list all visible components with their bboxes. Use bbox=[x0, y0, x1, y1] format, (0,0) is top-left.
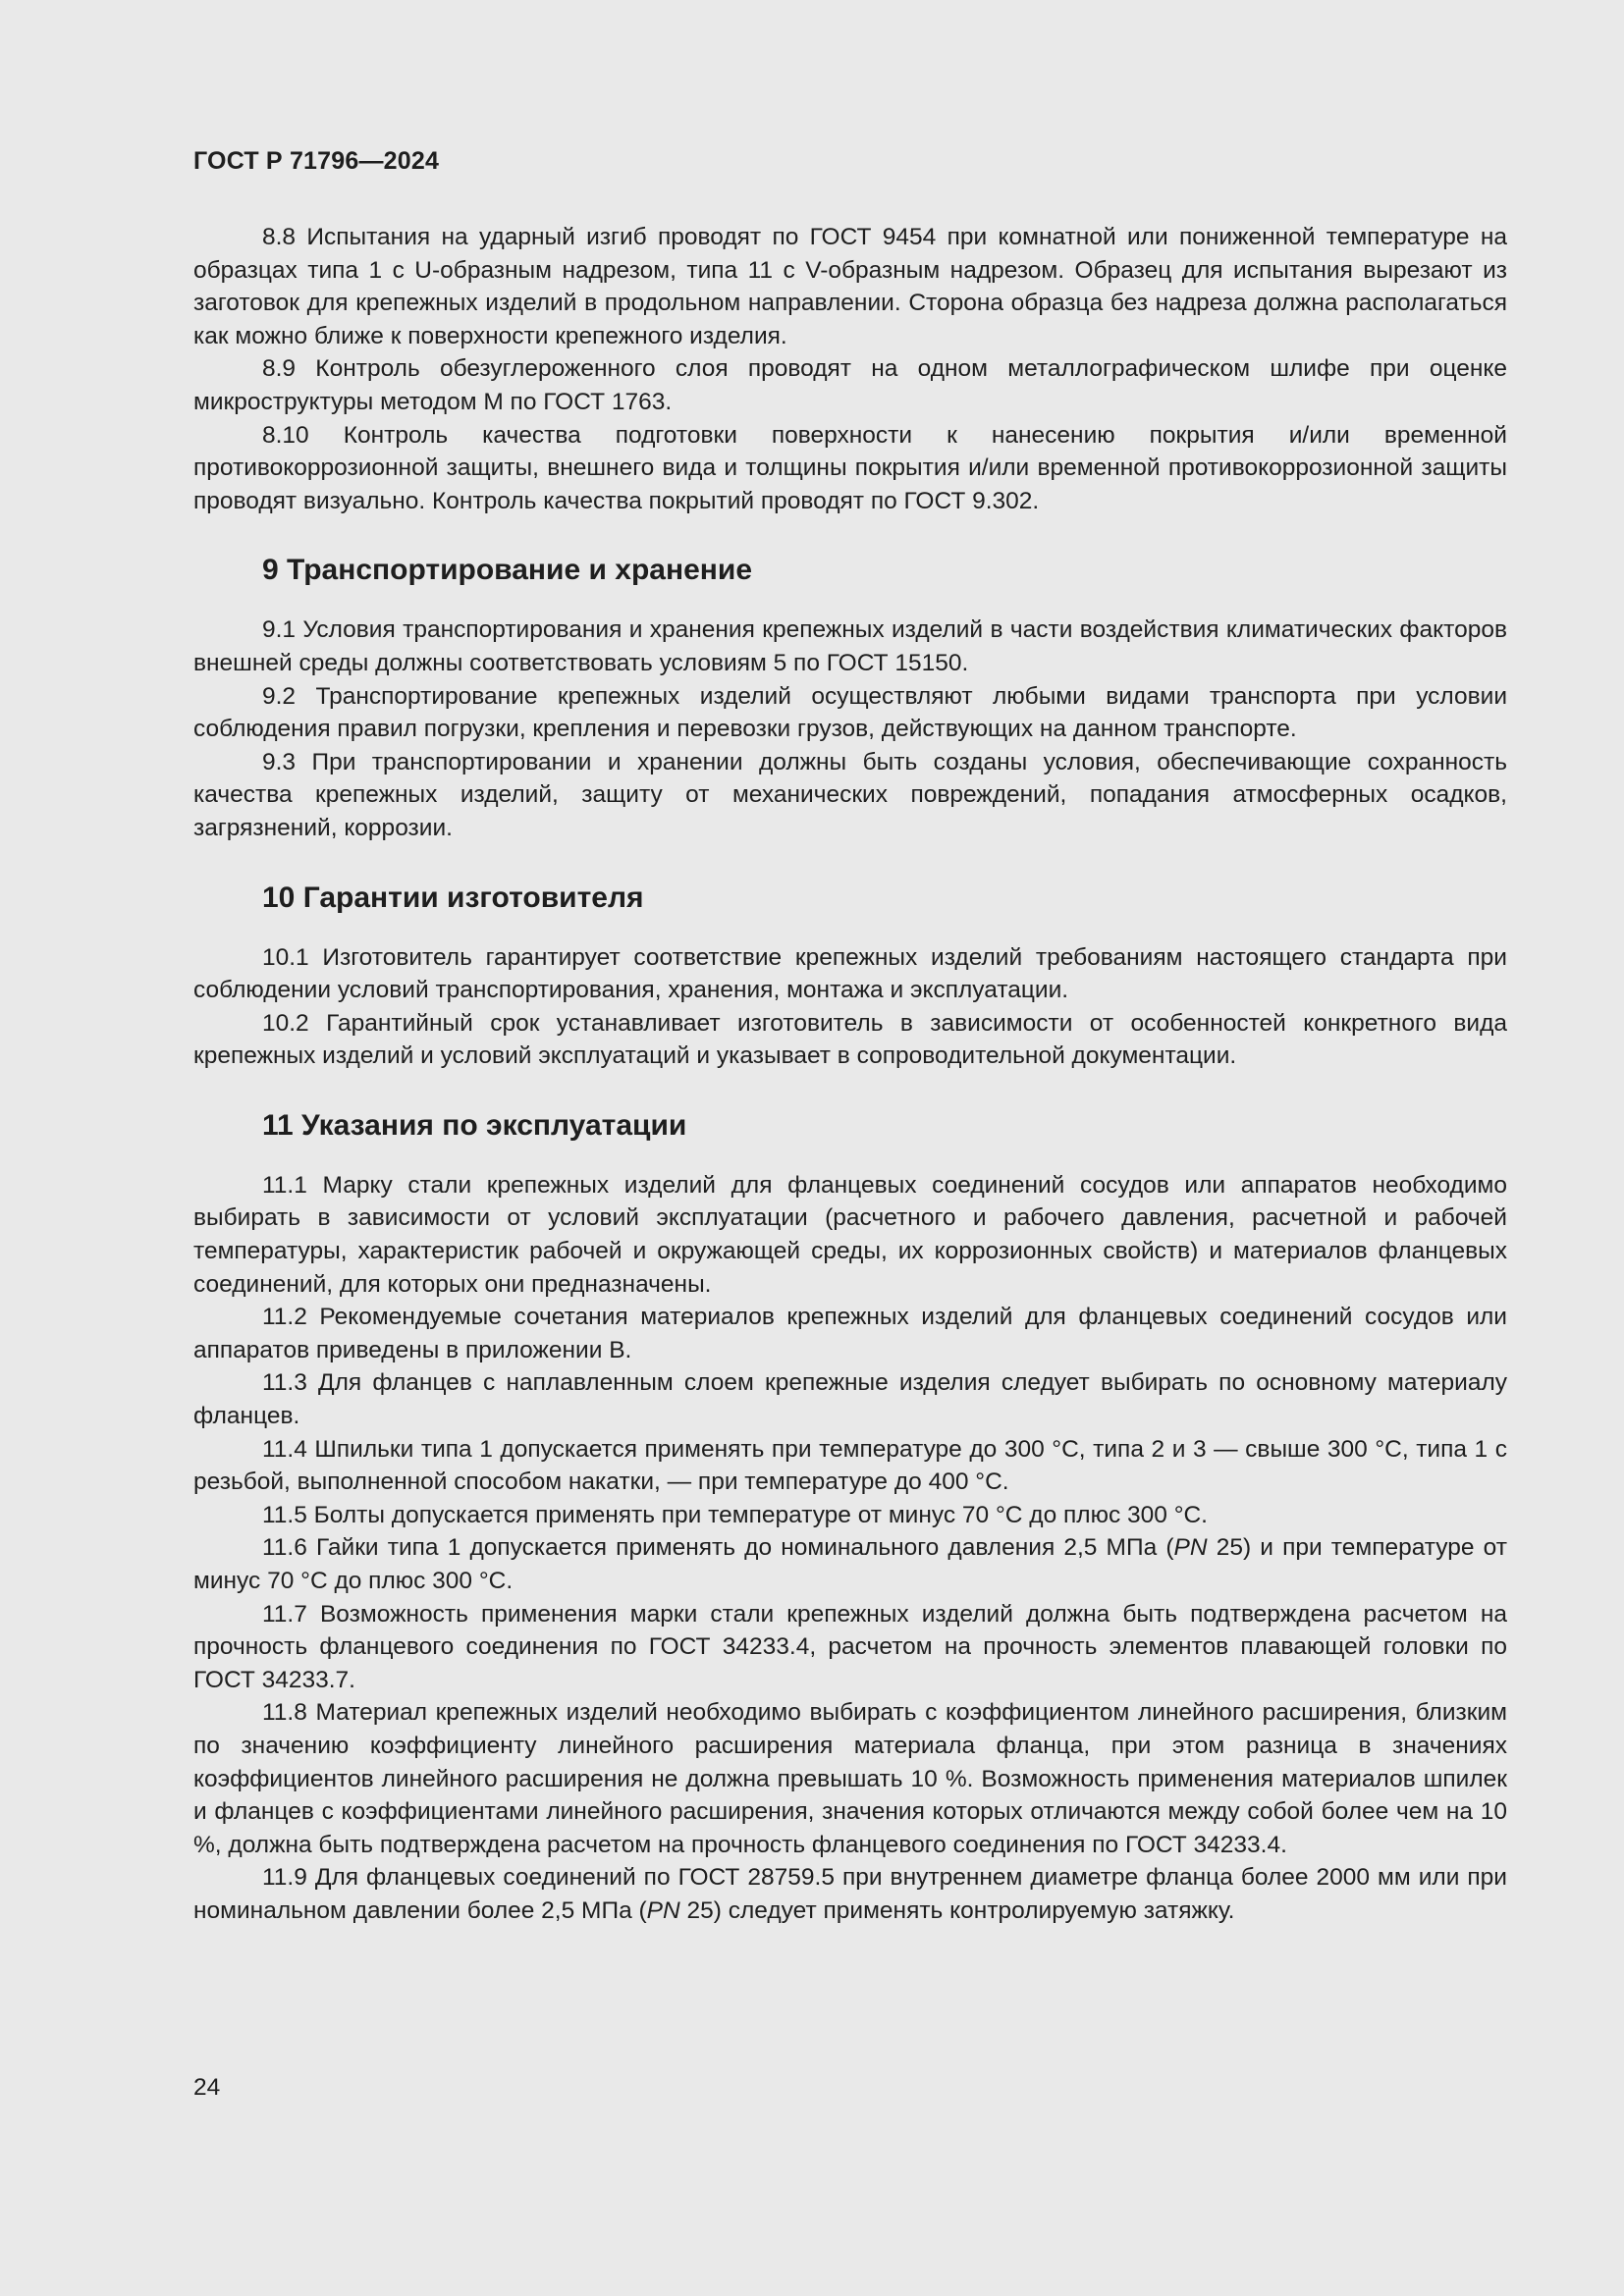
section-11-heading: 11 Указания по эксплуатации bbox=[262, 1108, 687, 1142]
paragraph-11-9 bbox=[193, 1861, 1507, 1927]
paragraph-9-3: 9.3 При транспортировании и хранении должны быть созданы условия, обеспечивающие сохранность качества крепежных изделий, защиту от механических повреждений, попадания атмосферных осадков, загрязнений, коррозии. bbox=[193, 748, 1507, 841]
paragraph-8-9: 8.9 Контроль обезуглероженного слоя проводят на одном металлографическом шлифе при оценке микроструктуры методом М по ГОСТ 1763. bbox=[193, 355, 1507, 415]
paragraph-9-2: 9.2 Транспортирование крепежных изделий осуществляют любыми видами транспорта при условии соблюдения правил погрузки, крепления и перевозки грузов, действующих на данном транспорте. bbox=[193, 682, 1507, 743]
paragraph-11-6-text-end: 25) и при температуре от минус 70 °С до плюс 300 °С. bbox=[193, 1534, 1507, 1594]
paragraph-11-3: 11.3 Для фланцев с наплавленным слоем крепежные изделия следует выбирать по основному материалу фланцев. bbox=[193, 1369, 1507, 1430]
paragraph-11-4: 11.4 Шпильки типа 1 допускается применять при температуре до 300 °С, типа 2 и 3 — свыше 300 °С, типа 1 с резьбой, выполненной способом накатки, — при температуре до 400 °С. bbox=[193, 1435, 1507, 1496]
pn-designation: PN bbox=[1173, 1534, 1208, 1562]
paragraph-11-9-text-start: 11.9 Для фланцевых соединений по ГОСТ 28759.5 при внутреннем диаметре фланца более 2000 мм или при номинальном давлении более 2,5 МПа ( bbox=[193, 1864, 1507, 1924]
paragraph-10-1: 10.1 Изготовитель гарантирует соответствие крепежных изделий требованиям настоящего стандарта при соблюдении условий транспортирования, хранения, монтажа и эксплуатации. bbox=[193, 943, 1507, 1004]
page-number: 24 bbox=[193, 2074, 221, 2101]
paragraph-11-8: 11.8 Материал крепежных изделий необходимо выбирать с коэффициентом линейного расширения, близким по значению коэффициенту линейного расширения материала фланца, при этом разница в значениях коэффициентов линейного расширения не должна превышать 10 %. Возможность применения материалов шпилек и фланцев с коэффициентами линейного расширения, значения которых отличаются между собой более чем на 10 %, должна быть подтверждена расчетом на прочность фланцевого соединения по ГОСТ 34233.4. bbox=[193, 1699, 1507, 1858]
page-content bbox=[193, 221, 1507, 1928]
document-header: ГОСТ Р 71796—2024 bbox=[193, 147, 440, 175]
paragraph-8-10: 8.10 Контроль качества подготовки поверхности к нанесению покрытия и/или временной противокоррозионной защиты, внешнего вида и толщины покрытия и/или временной противокоррозионной защиты проводят визуально. Контроль качества покрытий проводят по ГОСТ 9.302. bbox=[193, 421, 1507, 514]
section-9-heading: 9 Транспортирование и хранение bbox=[262, 554, 753, 587]
paragraph-11-6 bbox=[193, 1531, 1507, 1597]
paragraph-10-2: 10.2 Гарантийный срок устанавливает изготовитель в зависимости от особенностей конкретного вида крепежных изделий и условий эксплуатаций и указывает в сопроводительной документации. bbox=[193, 1009, 1507, 1070]
pn-designation: PN bbox=[646, 1896, 680, 1924]
paragraph-8-8: 8.8 Испытания на ударный изгиб проводят по ГОСТ 9454 при комнатной или пониженной температуре на образцах типа 1 с U-образным надрезом, типа 11 с V-образным надрезом. Образец для испытания вырезают из заготовок для крепежных изделий в продольном направлении. Сторона образца без надреза должна располагаться как можно ближе к поверхности крепежного изделия. bbox=[193, 224, 1507, 349]
section-10-heading: 10 Гарантии изготовителя bbox=[262, 881, 644, 914]
paragraph-11-1: 11.1 Марку стали крепежных изделий для фланцевых соединений сосудов или аппаратов необходимо выбирать в зависимости от условий эксплуатации (расчетного и рабочего давления, расчетной и рабочей температуры, характеристик рабочей и окружающей среды, их коррозионных свойств) и материалов фланцевых соединений, для которых они предназначены. bbox=[193, 1171, 1507, 1298]
paragraph-11-5: 11.5 Болты допускается применять при температуре от минус 70 °С до плюс 300 °С. bbox=[262, 1501, 1208, 1528]
paragraph-9-1: 9.1 Условия транспортирования и хранения крепежных изделий в части воздействия климатических факторов внешней среды должны соответствовать условиям 5 по ГОСТ 15150. bbox=[193, 616, 1507, 676]
paragraph-11-2: 11.2 Рекомендуемые сочетания материалов крепежных изделий для фланцевых соединений сосудов или аппаратов приведены в приложении В. bbox=[193, 1304, 1507, 1363]
paragraph-11-7: 11.7 Возможность применения марки стали крепежных изделий должна быть подтверждена расчетом на прочность фланцевого соединения по ГОСТ 34233.4, расчетом на прочность элементов плавающей головки по ГОСТ 34233.7. bbox=[193, 1600, 1507, 1693]
paragraph-11-6-text-start: 11.6 Гайки типа 1 допускается применять до номинального давления 2,5 МПа ( bbox=[262, 1534, 1174, 1562]
paragraph-11-9-text-end: 25) следует применять контролируемую затяжку. bbox=[679, 1896, 1235, 1924]
